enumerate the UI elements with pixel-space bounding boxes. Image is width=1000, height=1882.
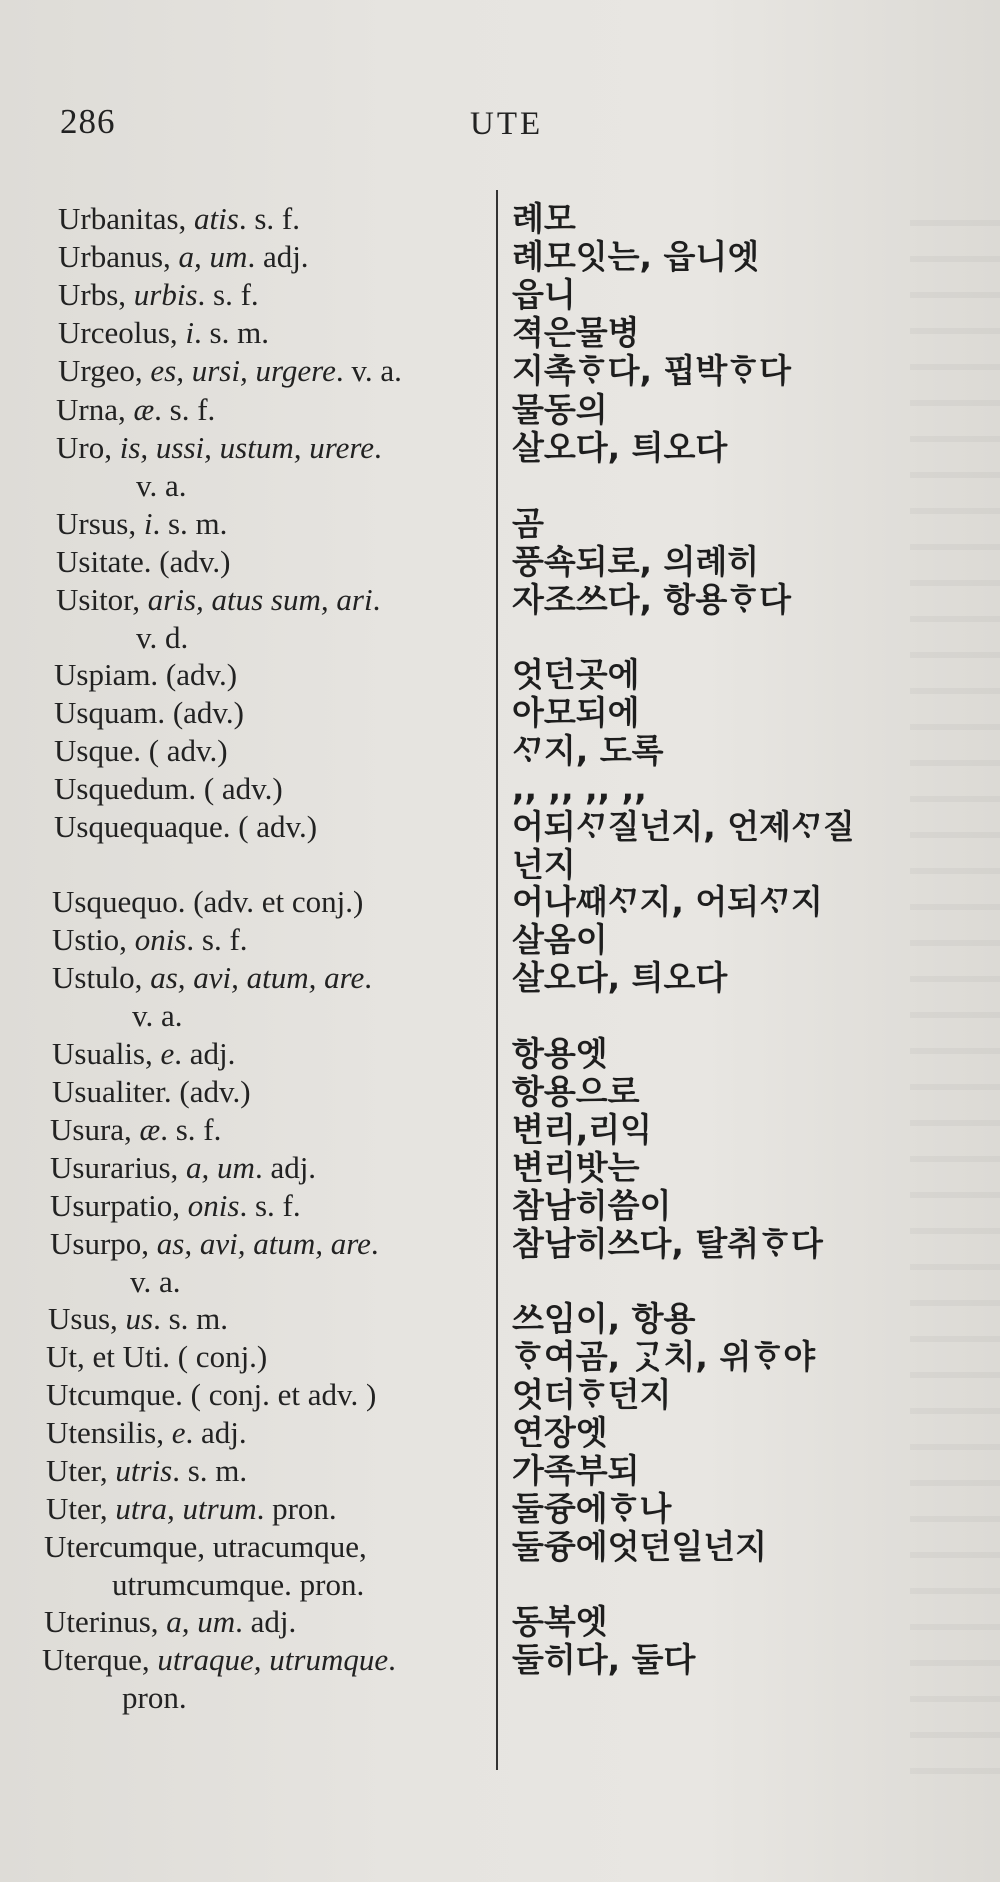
korean-text: 둘즁에엇던일넌지 [512,1527,768,1566]
dictionary-entry [0,275,1000,314]
korean-definition [512,1111,652,1149]
dictionary-entry [0,882,1000,921]
korean-definition [512,391,608,429]
korean-definition [512,1414,608,1452]
korean-text: 풍쇽되로, 의례히 [512,542,760,581]
latin-text: Uro, is, ussi, ustum, urere. [56,430,382,465]
latin-continuation: v. a. [130,1264,181,1299]
latin-continuation: utrumcumque. pron. [112,1567,365,1602]
latin-headword [58,238,309,276]
korean-definition [512,1603,608,1641]
dictionary-entry [0,1186,1000,1225]
latin-text: Uter, utra, utrum. pron. [46,1491,337,1526]
latin-headword [56,429,382,505]
latin-text: Ut, et Uti. ( conj.) [46,1339,268,1374]
latin-text: Usualis, e. adj. [52,1036,236,1071]
latin-headword [52,959,372,1035]
korean-text: 살오다, 틔오다 [512,958,728,997]
korean-definition [512,276,576,314]
korean-definition [512,883,823,921]
korean-definition [512,1338,815,1376]
latin-headword [52,1035,235,1073]
latin-text: Usquam. (adv.) [54,695,244,730]
latin-text: Usualiter. (adv.) [52,1074,251,1109]
korean-text: 례모잇는, 읍니엣 [512,237,760,276]
latin-text: Usitate. (adv.) [56,544,231,579]
page-number: 286 [60,102,116,141]
dictionary-entry [0,580,1000,655]
latin-headword [54,732,228,770]
latin-text: Usura, æ. s. f. [50,1112,222,1147]
latin-headword [48,1300,228,1338]
dictionary-entry [0,351,1000,390]
korean-text: 젹은물병 [512,313,640,352]
korean-definition [512,314,640,352]
dictionary-entry [0,542,1000,581]
dictionary-entry [0,1110,1000,1149]
korean-definition [512,352,791,390]
dictionary-entry [0,313,1000,352]
dictionary-entry [0,920,1000,959]
latin-headword [58,314,269,352]
latin-headword [42,1641,396,1717]
latin-headword [46,1414,247,1452]
latin-text: Usitor, aris, atus sum, ari. [56,582,381,617]
korean-text: 례모 [512,199,576,238]
running-head: UTE [470,106,544,142]
dictionary-entry [0,428,1000,503]
korean-definition [512,1187,671,1225]
bleed-through-shadow [910,190,1000,1790]
latin-continuation: v. a. [136,468,187,503]
latin-headword [52,883,363,921]
korean-text: 살옴이 [512,920,608,959]
latin-headword [46,1490,337,1528]
latin-headword [46,1338,267,1376]
latin-headword [58,352,402,390]
korean-text: 엇던곳에 [512,655,640,694]
dictionary-entry [0,1375,1000,1414]
latin-headword [56,581,380,657]
korean-definition [512,1300,695,1338]
korean-text: 연장엣 [512,1413,608,1452]
korean-text: 아모되에 [512,693,640,732]
latin-headword [50,1187,301,1225]
column-divider [496,190,498,1770]
latin-headword [54,808,317,846]
korean-definition [512,1490,671,1528]
korean-text: 가족부되 [512,1451,640,1490]
korean-definition [512,694,640,732]
dictionary-entry [0,1413,1000,1452]
dictionary-entry [0,1602,1000,1641]
korean-text: 어되ᄭᆞ질넌지, 언제ᄭᆞ질 [512,807,855,846]
latin-continuation: pron. [122,1680,187,1715]
latin-text: Uspiam. (adv.) [54,657,238,692]
latin-headword [56,391,215,429]
korean-text: 항용엣 [512,1034,608,1073]
latin-text: Usurpo, as, avi, atum, are. [50,1226,379,1261]
korean-text: 어나ᄯᅢᄭᆞ지, 어되ᄭᆞ지 [512,882,823,921]
korean-definition [512,1376,671,1414]
korean-definition [512,429,727,467]
latin-text: Utercumque, utracumque, [44,1529,367,1564]
korean-definition [512,505,544,543]
latin-text: Utcumque. ( conj. et adv. ) [46,1377,377,1412]
korean-definition [512,732,664,770]
korean-text: 참남히쓰다, 탈취ᄒᆞ다 [512,1224,823,1263]
korean-text: 둘히다, 둘다 [512,1640,696,1679]
korean-definition [512,808,855,884]
latin-headword [46,1376,376,1414]
dictionary-entry [0,958,1000,1033]
dictionary-entry [0,237,1000,276]
dictionary-entry [0,1527,1000,1602]
latin-text: Urbanus, a, um. adj. [58,239,309,274]
korean-text: 물동의 [512,390,608,429]
latin-text: Urgeo, es, ursi, urgere. v. a. [58,353,402,388]
korean-definition [512,1225,823,1263]
korean-text: 곰 [512,504,544,543]
korean-text: 쓰임이, 항용 [512,1299,696,1338]
dictionary-entry [0,1640,1000,1715]
korean-text: ᄒᆞ여곰, ᄀᆞᆺ치, 위ᄒᆞ야 [512,1337,816,1376]
latin-text: Usurarius, a, um. adj. [50,1150,317,1185]
korean-text: 둘즁에ᄒᆞ나 [512,1489,672,1528]
korean-definition [512,1528,767,1566]
latin-headword [58,276,259,314]
korean-text: 참남히씀이 [512,1186,672,1225]
latin-text: Uterinus, a, um. adj. [44,1604,297,1639]
latin-headword [50,1111,221,1149]
dictionary-entry [0,807,1000,884]
dictionary-entry [0,769,1000,808]
latin-headword [52,921,248,959]
latin-headword [44,1603,296,1641]
latin-text: Usurpatio, onis. s. f. [50,1188,301,1223]
korean-text: 변리밧는 [512,1148,640,1187]
latin-text: Urna, æ. s. f. [56,392,216,427]
dictionary-entry [0,504,1000,543]
korean-definition [512,770,647,808]
korean-definition [512,543,759,581]
korean-definition [512,1073,640,1111]
dictionary-entry [0,1224,1000,1299]
korean-text: ,, ,, ,, ,, [512,769,647,808]
latin-headword [54,770,283,808]
latin-text: Ursus, i. s. m. [56,506,228,541]
korean-text: 변리,리익 [512,1110,653,1149]
dictionary-entry [0,1451,1000,1490]
korean-continuation: 넌지 [512,845,576,884]
latin-headword [56,543,230,581]
dictionary-entry [0,390,1000,429]
latin-headword [44,1528,367,1604]
dictionary-entry [0,693,1000,732]
latin-text: Usque. ( adv.) [54,733,228,768]
dictionary-entry [0,1148,1000,1187]
latin-text: Usquequo. (adv. et conj.) [52,884,364,919]
latin-text: Urceolus, i. s. m. [58,315,269,350]
latin-headword [46,1452,247,1490]
dictionary-entry [0,1337,1000,1376]
latin-headword [50,1225,379,1301]
latin-headword [50,1149,316,1187]
latin-text: Urbanitas, atis. s. f. [58,201,300,236]
latin-text: Usquequaque. ( adv.) [54,809,318,844]
dictionary-entry [0,1489,1000,1528]
korean-definition [512,581,791,619]
korean-text: 살오다, 틔오다 [512,428,728,467]
latin-text: Ustio, onis. s. f. [52,922,248,957]
korean-text: ᄭᆞ지, 도록 [512,731,664,770]
dictionary-entry [0,199,1000,238]
latin-headword [56,505,227,543]
korean-definition [512,1035,608,1073]
latin-text: Utensilis, e. adj. [46,1415,247,1450]
korean-definition [512,921,608,959]
korean-text: 지촉ᄒᆞ다, 핍박ᄒᆞ다 [512,351,792,390]
korean-definition [512,238,759,276]
latin-text: Uterque, utraque, utrumque. [42,1642,396,1677]
korean-text: 동복엣 [512,1602,608,1641]
dictionary-entry [0,1072,1000,1111]
korean-definition [512,656,640,694]
korean-text: 자조쓰다, 항용ᄒᆞ다 [512,580,792,619]
latin-headword [54,694,244,732]
latin-text: Usquedum. ( adv.) [54,771,283,806]
korean-definition [512,1641,695,1679]
korean-definition [512,959,727,997]
latin-text: Uter, utris. s. m. [46,1453,248,1488]
latin-continuation: v. a. [132,998,183,1033]
korean-text: 읍니 [512,275,576,314]
dictionary-entry [0,655,1000,694]
latin-headword [54,656,237,694]
dictionary-entry [0,731,1000,770]
latin-headword [52,1073,251,1111]
dictionary-entry [0,1299,1000,1338]
korean-text: 엇더ᄒᆞ던지 [512,1375,672,1414]
latin-text: Usus, us. s. m. [48,1301,229,1336]
korean-definition [512,1149,640,1187]
latin-text: Urbs, urbis. s. f. [58,277,259,312]
latin-continuation: v. d. [136,620,189,655]
korean-definition [512,200,576,238]
korean-definition [512,1452,640,1490]
latin-headword [58,200,300,238]
latin-text: Ustulo, as, avi, atum, are. [52,960,373,995]
korean-text: 항용으로 [512,1072,640,1111]
dictionary-entry [0,1034,1000,1073]
